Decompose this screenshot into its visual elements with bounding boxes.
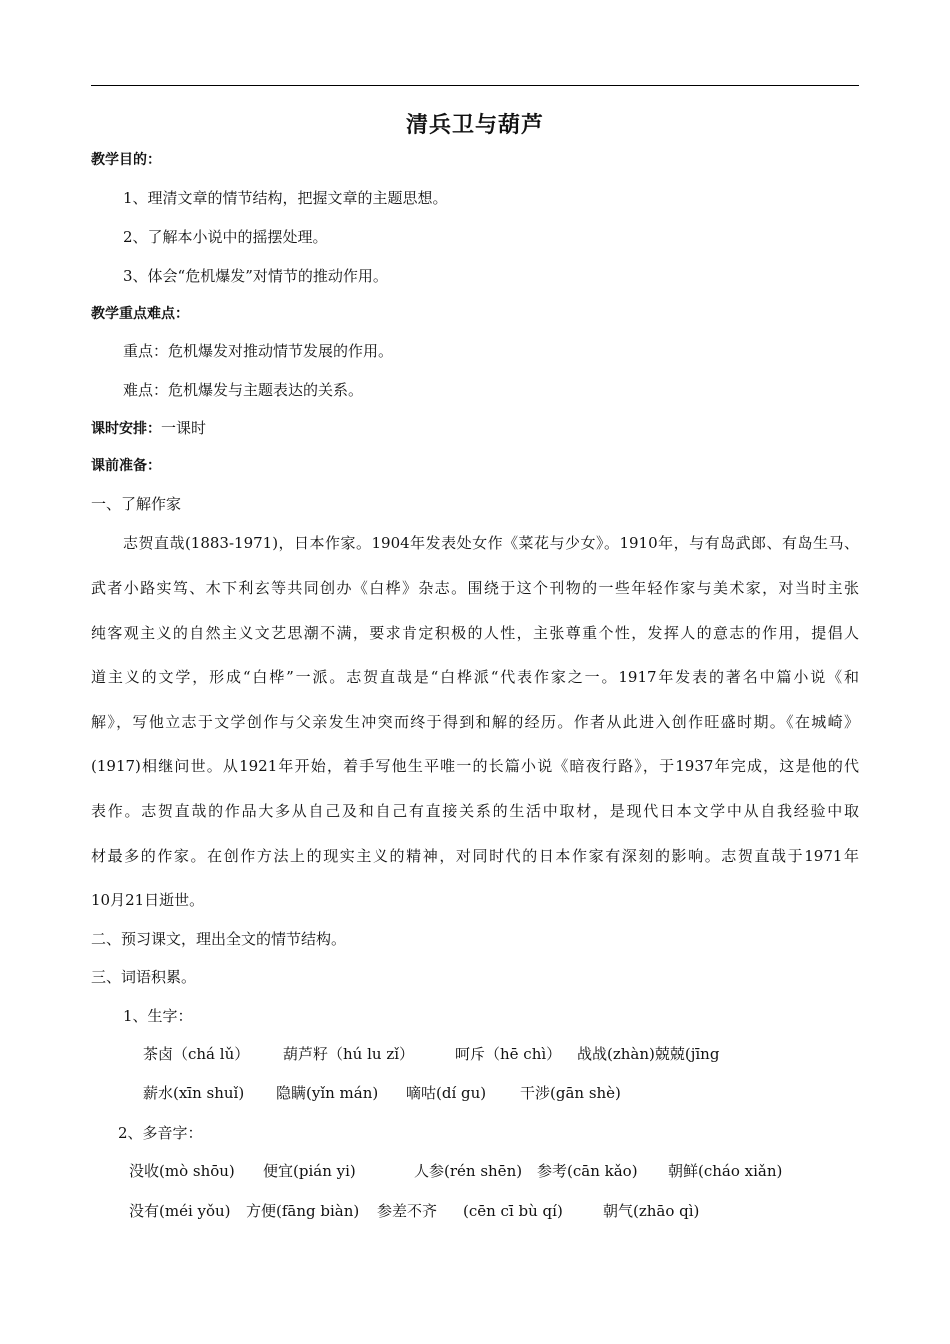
- schedule-value: 一课时: [161, 419, 207, 437]
- paragraph-line: (1917)相继问世。从1921年开始，着手写他生平唯一的长篇小说《暗夜行路》，于1937年完成，这是他的代: [91, 757, 859, 775]
- new-characters-heading: 1、生字：: [123, 1007, 193, 1025]
- polyphone-item: 方便(fāng biàn): [246, 1202, 360, 1220]
- section-1-heading: 一、了解作家: [91, 495, 182, 513]
- schedule-line: [91, 418, 206, 439]
- objective-item-1: 1、理清文章的情节结构，把握文章的主题思想。: [123, 189, 448, 207]
- vocab-item: 隐瞒(yǐn mán): [276, 1084, 379, 1102]
- polyphone-item: (cēn cī bù qí): [463, 1202, 563, 1220]
- vocab-item: 干涉(gān shè): [520, 1084, 621, 1102]
- objective-item-3: 3、体会“危机爆发”对情节的推动作用。: [123, 267, 388, 285]
- vocab-item: 薪水(xīn shuǐ): [143, 1084, 245, 1102]
- vocab-item: 战战(zhàn)兢兢(jīng: [577, 1045, 720, 1063]
- polyphone-heading: 2、多音字：: [118, 1124, 203, 1142]
- paragraph-line: 道主义的文学，形成“白桦”一派。志贺直哉是“白桦派“代表作家之一。1917年发表的著名中篇小说《和: [91, 668, 859, 686]
- prep-heading: 课前准备：: [91, 458, 161, 474]
- objectives-heading: 教学目的：: [91, 152, 161, 168]
- keypoints-heading: 教学重点难点：: [91, 306, 189, 322]
- section-3-heading: 三、词语积累。: [91, 968, 197, 986]
- keypoint-item-1: 重点：危机爆发对推动情节发展的作用。: [123, 342, 394, 360]
- vocab-item: 茶卤（chá lǔ）: [143, 1045, 250, 1063]
- section-2-heading: 二、预习课文，理出全文的情节结构。: [91, 930, 347, 948]
- polyphone-item: 朝气(zhāo qì): [603, 1202, 700, 1220]
- vocab-item: 葫芦籽（hú lu zǐ）: [283, 1045, 415, 1063]
- polyphone-item: 参差不齐: [377, 1202, 438, 1220]
- objective-item-2: 2、了解本小说中的摇摆处理。: [123, 228, 328, 246]
- document-title: 清兵卫与葫芦: [405, 113, 544, 138]
- polyphone-item: 朝鲜(cháo xiǎn): [668, 1162, 783, 1180]
- paragraph-line: 材最多的作家。在创作方法上的现实主义的精神，对同时代的日本作家有深刻的影响。志贺直哉于1971年: [91, 847, 859, 865]
- header-rule: [91, 85, 859, 86]
- polyphone-item: 没收(mò shōu): [129, 1162, 235, 1180]
- schedule-heading: 课时安排：: [91, 421, 161, 437]
- polyphone-item: 参考(cān kǎo): [537, 1162, 638, 1180]
- keypoint-item-2: 难点：危机爆发与主题表达的关系。: [123, 381, 364, 399]
- polyphone-item: 人参(rén shēn): [414, 1162, 523, 1180]
- paragraph-line: 10月21日逝世。: [91, 891, 205, 909]
- paragraph-line: 志贺直哉(1883-1971)，日本作家。1904年发表处女作《菜花与少女》。1910年，与有岛武郎、有岛生马、: [123, 534, 859, 552]
- paragraph-line: 武者小路实笃、木下利玄等共同创办《白桦》杂志。围绕于这个刊物的一些年轻作家与美术家，对当时主张: [91, 579, 859, 597]
- polyphone-item: 便宜(pián yi): [263, 1162, 356, 1180]
- vocab-item: 嘀咕(dí gu): [406, 1084, 487, 1102]
- paragraph-line: 解》，写他立志于文学创作与父亲发生冲突而终于得到和解的经历。作者从此进入创作旺盛时期。《在城崎》: [91, 713, 859, 731]
- paragraph-line: 纯客观主义的自然主义文艺思潮不满，要求肯定积极的人性，主张尊重个性，发挥人的意志的作用，提倡人: [91, 624, 859, 642]
- polyphone-item: 没有(méi yǒu): [129, 1202, 231, 1220]
- vocab-item: 呵斥（hē chì）: [455, 1045, 562, 1063]
- paragraph-line: 表作。志贺直哉的作品大多从自己及和自己有直接关系的生活中取材，是现代日本文学中从自我经验中取: [91, 802, 859, 820]
